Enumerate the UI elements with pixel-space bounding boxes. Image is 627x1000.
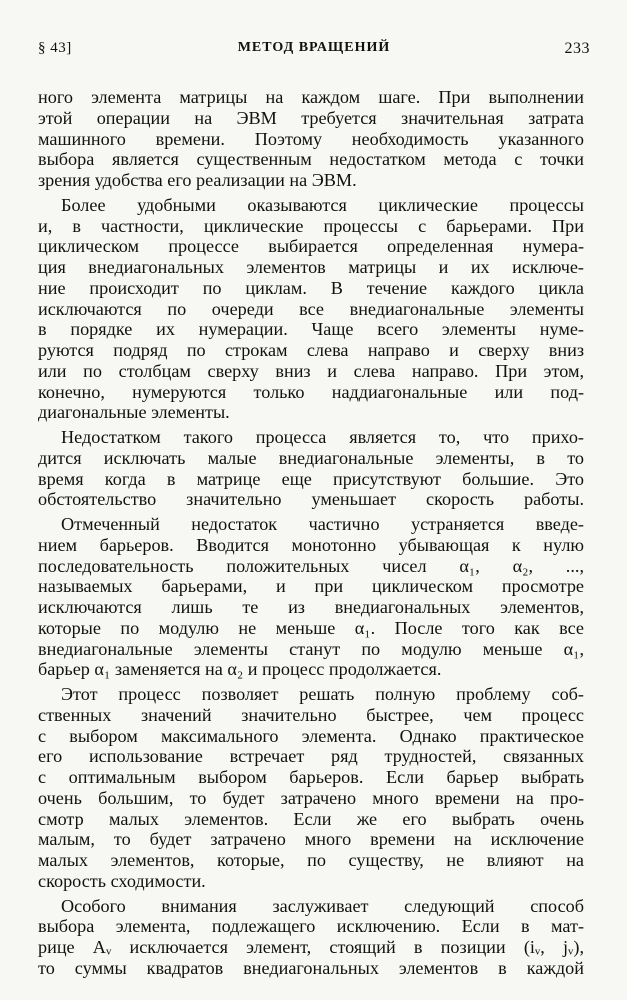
text-line: исключаются лишь те из внедиагональных элементов, bbox=[38, 597, 584, 617]
text-line: называемых барьерами, и при циклическом просмотре bbox=[38, 576, 584, 597]
text-line: время когда в матрице еще присутствуют большие. Это bbox=[38, 468, 584, 489]
text-line: нием барьеров. Вводится монотонно убывающая к нулю bbox=[38, 534, 584, 555]
paragraph bbox=[38, 87, 584, 191]
text-line: ного элемента матрицы на каждом шаге. При выполнении bbox=[38, 87, 584, 107]
text-line: машинного времени. Поэтому необходимость указанного bbox=[38, 128, 584, 149]
text-line: Особого внимания заслуживает следующий способ bbox=[61, 895, 584, 916]
text-line: с выбором максимального элемента. Однако практическое bbox=[38, 725, 584, 746]
text-line: малых элементов, которые, по существу, не влияют на bbox=[38, 850, 584, 870]
text-line: дится исключать малые внедиагональные элементы, в то bbox=[38, 447, 584, 468]
text-line: внедиагональные элементы станут по модулю меньше α₁, bbox=[38, 638, 584, 659]
text-line: зрения удобства его реализации на ЭВМ. bbox=[38, 170, 357, 190]
text-line: барьер α₁ заменяется на α₂ и процесс продолжается. bbox=[38, 659, 442, 680]
text-line: очень большим, то будет затрачено много времени на про- bbox=[38, 787, 584, 808]
text-line: которые по модулю не меньше α₁. После того как все bbox=[38, 617, 584, 638]
running-title: МЕТОД ВРАЩЕНИЙ bbox=[237, 40, 391, 55]
paragraph bbox=[38, 514, 584, 680]
text-line: исключаются по очереди все внедиагональные элементы bbox=[38, 298, 584, 319]
text-line: и, в частности, циклические процессы с барьерами. При bbox=[38, 215, 584, 236]
text-line: скорость сходимости. bbox=[38, 870, 206, 891]
text-line: в порядке их нумерации. Чаще всего элементы нуме- bbox=[38, 319, 584, 340]
text-line: Более удобными оказываются циклические процессы bbox=[61, 194, 584, 215]
text-line: Этот процесс позволяет решать полную проблему соб- bbox=[61, 684, 584, 704]
text-line: ция внедиагональных элементов матрицы и их исключе- bbox=[38, 257, 584, 277]
text-line: Отмеченный недостаток частично устраняется введе- bbox=[61, 514, 584, 534]
text-line: или по столбцам сверху вниз и слева направо. При этом, bbox=[38, 360, 584, 381]
text-line: циклическом процессе выбирается определенная нумера- bbox=[38, 236, 584, 257]
text-line: ственных значений значительно быстрее, чем процесс bbox=[38, 704, 584, 725]
text-line: последовательность положительных чисел α₁, α₂, ..., bbox=[38, 555, 584, 576]
text-line: конечно, нумеруются только наддиагональные или под- bbox=[38, 381, 584, 402]
paragraph bbox=[38, 896, 584, 979]
text-line: диагональные элементы. bbox=[38, 402, 230, 423]
section-marker: § 43] bbox=[38, 40, 72, 56]
page-number: 233 bbox=[564, 40, 590, 57]
text-line: малым, то будет затрачено много времени на исключение bbox=[38, 829, 584, 850]
paragraph bbox=[38, 195, 584, 423]
text-line: рице Aᵥ исключается элемент, стоящий в позиции (iᵥ, jᵥ), bbox=[38, 937, 584, 957]
text-line: то суммы квадратов внедиагональных элементов в каждой bbox=[38, 957, 584, 978]
text-line: выбора элемента, подлежащего исключению. Если в мат- bbox=[38, 916, 584, 937]
text-line: Недостатком такого процесса является то, что прихо- bbox=[61, 427, 584, 447]
text-line: этой операции на ЭВМ требуется значительная затрата bbox=[38, 107, 584, 128]
text-line: обстоятельство значительно уменьшает скорость работы. bbox=[38, 489, 584, 510]
text-line: его использование встречает ряд трудностей, связанных bbox=[38, 746, 584, 767]
text-line: ние происходит по циклам. В течение каждого цикла bbox=[38, 277, 584, 298]
text-line: смотр малых элементов. Если же его выбрать очень bbox=[38, 808, 584, 829]
paragraph bbox=[38, 684, 584, 892]
text-line: с оптимальным выбором барьеров. Если барьер выбрать bbox=[38, 767, 584, 787]
text-line: руются подряд по строкам слева направо и сверху вниз bbox=[38, 340, 584, 360]
body-text bbox=[38, 87, 584, 979]
paragraph bbox=[38, 427, 584, 510]
text-line: выбора является существенным недостатком метода с точки bbox=[38, 149, 584, 170]
running-header bbox=[38, 40, 590, 64]
